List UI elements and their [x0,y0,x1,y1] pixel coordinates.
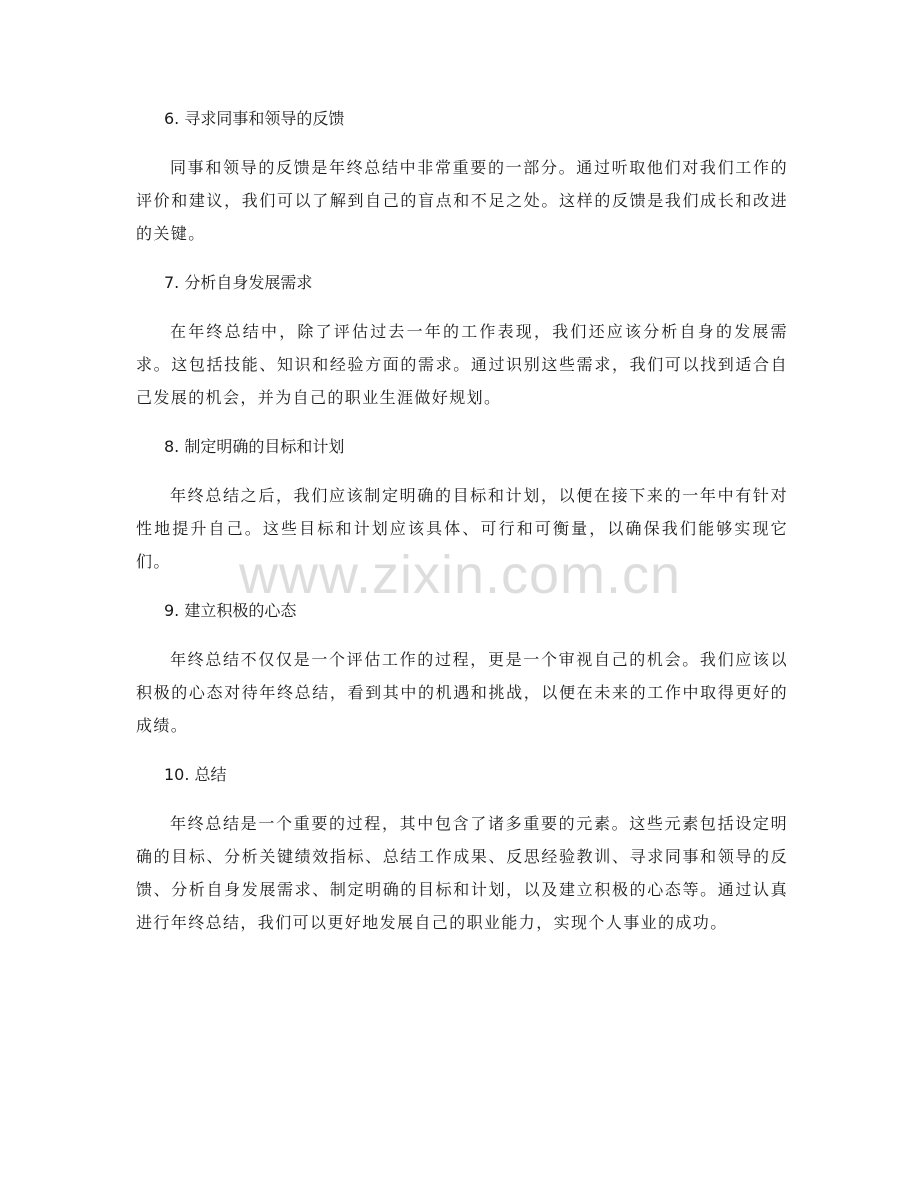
section-paragraph-7: 在年终总结中，除了评估过去一年的工作表现，我们还应该分析自身的发展需求。这包括技能、知识和经验方面的需求。通过识别这些需求，我们可以找到适合自己发展的机会，并为自己的职业生涯做好规划。 [136,322,788,407]
watermark-text: www.zixin.com.cn [238,545,682,605]
section-heading-10: 10. 总结 [164,765,227,784]
section-heading-9: 9. 建立积极的心态 [164,601,297,620]
section-paragraph-8: 年终总结之后，我们应该制定明确的目标和计划，以便在接下来的一年中有针对性地提升自己。这些目标和计划应该具体、可行和可衡量，以确保我们能够实现它们。 [136,486,788,571]
section-heading-6: 6. 寻求同事和领导的反馈 [164,109,345,128]
section-paragraph-6: 同事和领导的反馈是年终总结中非常重要的一部分。通过听取他们对我们工作的评价和建议，我们可以了解到自己的盲点和不足之处。这样的反馈是我们成长和改进的关键。 [136,158,788,243]
section-heading-7: 7. 分析自身发展需求 [164,273,313,292]
section-paragraph-9: 年终总结不仅仅是一个评估工作的过程，更是一个审视自己的机会。我们应该以积极的心态对待年终总结，看到其中的机遇和挑战，以便在未来的工作中取得更好的成绩。 [136,650,788,735]
section-paragraph-10: 年终总结是一个重要的过程，其中包含了诸多重要的元素。这些元素包括设定明确的目标、分析关键绩效指标、总结工作成果、反思经验教训、寻求同事和领导的反馈、分析自身发展需求、制定明确的目标和计划，以及建立积极的心态等。通过认真进行年终总结，我们可以更好地发展自己的职业能力，实现个人事业的成功。 [136,814,788,932]
section-heading-8: 8. 制定明确的目标和计划 [164,437,345,456]
document-content [136,103,788,956]
